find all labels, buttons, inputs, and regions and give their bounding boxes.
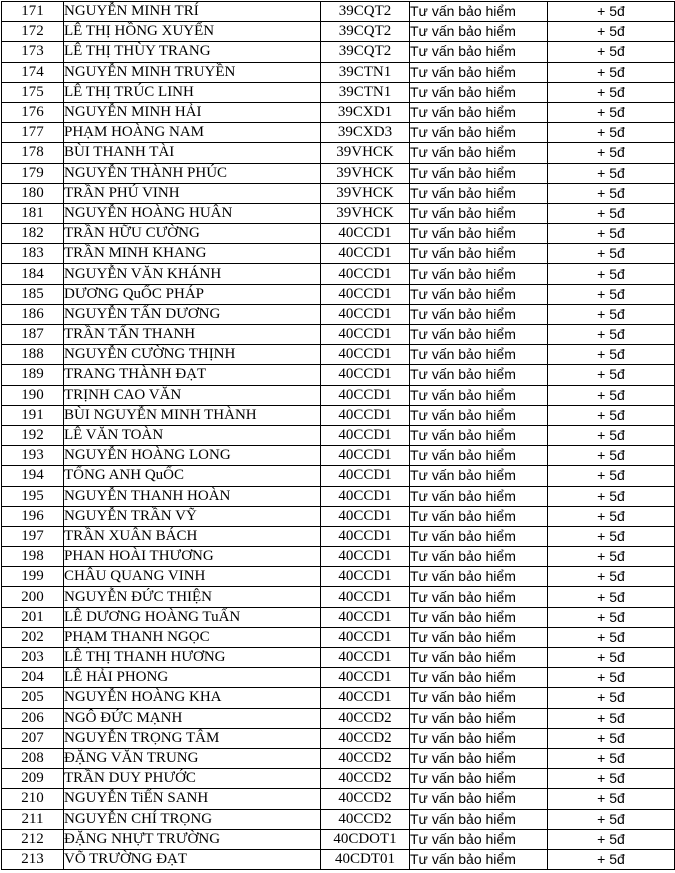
class-code: 39VHCK [321, 203, 410, 223]
student-name: TRẦN DUY PHƯỚC [64, 769, 321, 789]
table-row [2, 123, 675, 143]
points: + 5đ [548, 304, 675, 324]
activity: Tư vấn bảo hiểm [410, 405, 548, 425]
activity: Tư vấn bảo hiểm [410, 345, 548, 365]
class-code: 40CCD1 [321, 526, 410, 546]
points: + 5đ [548, 425, 675, 445]
table-row [2, 183, 675, 203]
student-name: ĐẶNG NHỰT TRƯỜNG [64, 829, 321, 849]
points: + 5đ [548, 789, 675, 809]
activity: Tư vấn bảo hiểm [410, 748, 548, 768]
points: + 5đ [548, 587, 675, 607]
student-name: NGUYỄN TiẾN SANH [64, 789, 321, 809]
activity: Tư vấn bảo hiểm [410, 668, 548, 688]
class-code: 39VHCK [321, 143, 410, 163]
class-code: 40CCD1 [321, 425, 410, 445]
table-row [2, 385, 675, 405]
row-number: 172 [2, 22, 64, 42]
student-name: PHẠM HOÀNG NAM [64, 123, 321, 143]
points: + 5đ [548, 849, 675, 869]
row-number: 193 [2, 446, 64, 466]
table-row [2, 708, 675, 728]
table-row [2, 506, 675, 526]
row-number: 191 [2, 405, 64, 425]
student-name: LÊ THỊ HỒNG XUYẾN [64, 22, 321, 42]
table-row [2, 163, 675, 183]
class-code: 40CCD1 [321, 607, 410, 627]
row-number: 171 [2, 2, 64, 22]
student-name: NGUYỄN MINH HẢI [64, 102, 321, 122]
points: + 5đ [548, 264, 675, 284]
student-name: BÙI THANH TÀI [64, 143, 321, 163]
points: + 5đ [548, 123, 675, 143]
points: + 5đ [548, 607, 675, 627]
activity: Tư vấn bảo hiểm [410, 264, 548, 284]
class-code: 40CCD2 [321, 809, 410, 829]
row-number: 177 [2, 123, 64, 143]
row-number: 195 [2, 486, 64, 506]
table-row [2, 769, 675, 789]
student-name: NGUYỄN HOÀNG LONG [64, 446, 321, 466]
table-row [2, 304, 675, 324]
row-number: 186 [2, 304, 64, 324]
student-name: TRẦN XUÂN BÁCH [64, 526, 321, 546]
table-row [2, 345, 675, 365]
class-code: 40CCD1 [321, 587, 410, 607]
activity: Tư vấn bảo hiểm [410, 304, 548, 324]
points: + 5đ [548, 668, 675, 688]
table-row [2, 2, 675, 22]
points: + 5đ [548, 486, 675, 506]
activity: Tư vấn bảo hiểm [410, 708, 548, 728]
student-name: NGUYỄN TRẦN VỸ [64, 506, 321, 526]
table-row [2, 264, 675, 284]
class-code: 40CCD1 [321, 244, 410, 264]
student-name: NGÔ ĐỨC MẠNH [64, 708, 321, 728]
points: + 5đ [548, 102, 675, 122]
student-name: TRẦN MINH KHANG [64, 244, 321, 264]
class-code: 40CCD1 [321, 345, 410, 365]
row-number: 203 [2, 648, 64, 668]
class-code: 40CCD1 [321, 284, 410, 304]
student-name: PHAN HOÀI THƯƠNG [64, 547, 321, 567]
student-name: NGUYỄN ĐỨC THIỆN [64, 587, 321, 607]
activity: Tư vấn bảo hiểm [410, 385, 548, 405]
row-number: 200 [2, 587, 64, 607]
table-row [2, 607, 675, 627]
points: + 5đ [548, 466, 675, 486]
points: + 5đ [548, 203, 675, 223]
student-name: TỐNG ANH QuỐC [64, 466, 321, 486]
student-name: TRỊNH CAO VĂN [64, 385, 321, 405]
row-number: 199 [2, 567, 64, 587]
row-number: 178 [2, 143, 64, 163]
row-number: 198 [2, 547, 64, 567]
activity: Tư vấn bảo hiểm [410, 365, 548, 385]
table-row [2, 668, 675, 688]
row-number: 213 [2, 849, 64, 869]
class-code: 40CCD1 [321, 304, 410, 324]
points: + 5đ [548, 708, 675, 728]
table-row [2, 728, 675, 748]
row-number: 190 [2, 385, 64, 405]
activity: Tư vấn bảo hiểm [410, 587, 548, 607]
class-code: 40CCD1 [321, 486, 410, 506]
points: + 5đ [548, 748, 675, 768]
student-name: LÊ THỊ TRÚC LINH [64, 82, 321, 102]
student-name: NGUYỄN CHÍ TRỌNG [64, 809, 321, 829]
table-row [2, 62, 675, 82]
activity: Tư vấn bảo hiểm [410, 244, 548, 264]
points: + 5đ [548, 385, 675, 405]
activity: Tư vấn bảo hiểm [410, 486, 548, 506]
points: + 5đ [548, 284, 675, 304]
activity: Tư vấn bảo hiểm [410, 183, 548, 203]
table-row [2, 203, 675, 223]
points: + 5đ [548, 526, 675, 546]
activity: Tư vấn bảo hiểm [410, 849, 548, 869]
activity: Tư vấn bảo hiểm [410, 62, 548, 82]
row-number: 205 [2, 688, 64, 708]
row-number: 208 [2, 748, 64, 768]
table-row [2, 627, 675, 647]
student-name: TRẦN PHÚ VINH [64, 183, 321, 203]
class-code: 39CTN1 [321, 82, 410, 102]
row-number: 212 [2, 829, 64, 849]
row-number: 192 [2, 425, 64, 445]
activity: Tư vấn bảo hiểm [410, 325, 548, 345]
class-code: 40CCD1 [321, 668, 410, 688]
row-number: 185 [2, 284, 64, 304]
row-number: 211 [2, 809, 64, 829]
table-row [2, 143, 675, 163]
activity: Tư vấn bảo hiểm [410, 284, 548, 304]
table-row [2, 829, 675, 849]
student-name: NGUYỄN TẤN DƯƠNG [64, 304, 321, 324]
student-name: NGUYỄN THÀNH PHÚC [64, 163, 321, 183]
table-row [2, 284, 675, 304]
row-number: 182 [2, 224, 64, 244]
row-number: 207 [2, 728, 64, 748]
class-code: 40CCD1 [321, 466, 410, 486]
class-code: 39CTN1 [321, 62, 410, 82]
activity: Tư vấn bảo hiểm [410, 425, 548, 445]
points: + 5đ [548, 82, 675, 102]
student-name: NGUYỄN HOÀNG KHA [64, 688, 321, 708]
row-number: 180 [2, 183, 64, 203]
points: + 5đ [548, 829, 675, 849]
class-code: 40CCD2 [321, 769, 410, 789]
points: + 5đ [548, 627, 675, 647]
student-name: TRANG THÀNH ĐẠT [64, 365, 321, 385]
student-name: NGUYỄN TRỌNG TÂM [64, 728, 321, 748]
points: + 5đ [548, 224, 675, 244]
activity: Tư vấn bảo hiểm [410, 769, 548, 789]
points: + 5đ [548, 143, 675, 163]
activity: Tư vấn bảo hiểm [410, 809, 548, 829]
activity: Tư vấn bảo hiểm [410, 42, 548, 62]
class-code: 40CDT01 [321, 849, 410, 869]
activity: Tư vấn bảo hiểm [410, 547, 548, 567]
student-name: LÊ THỊ THÙY TRANG [64, 42, 321, 62]
class-code: 40CCD1 [321, 325, 410, 345]
student-points-table [1, 1, 675, 870]
row-number: 176 [2, 102, 64, 122]
table-row [2, 526, 675, 546]
points: + 5đ [548, 62, 675, 82]
points: + 5đ [548, 405, 675, 425]
class-code: 40CCD2 [321, 708, 410, 728]
activity: Tư vấn bảo hiểm [410, 829, 548, 849]
student-name: LÊ VĂN TOÀN [64, 425, 321, 445]
row-number: 194 [2, 466, 64, 486]
activity: Tư vấn bảo hiểm [410, 789, 548, 809]
table-row [2, 82, 675, 102]
points: + 5đ [548, 446, 675, 466]
row-number: 209 [2, 769, 64, 789]
class-code: 40CCD1 [321, 627, 410, 647]
activity: Tư vấn bảo hiểm [410, 163, 548, 183]
class-code: 39CQT2 [321, 22, 410, 42]
activity: Tư vấn bảo hiểm [410, 203, 548, 223]
table-row [2, 567, 675, 587]
table-row [2, 244, 675, 264]
activity: Tư vấn bảo hiểm [410, 728, 548, 748]
student-name: NGUYỄN MINH TRUYỀN [64, 62, 321, 82]
row-number: 173 [2, 42, 64, 62]
class-code: 40CCD1 [321, 688, 410, 708]
row-number: 189 [2, 365, 64, 385]
row-number: 184 [2, 264, 64, 284]
class-code: 39VHCK [321, 163, 410, 183]
points: + 5đ [548, 42, 675, 62]
row-number: 202 [2, 627, 64, 647]
table-row [2, 446, 675, 466]
class-code: 40CCD2 [321, 748, 410, 768]
activity: Tư vấn bảo hiểm [410, 446, 548, 466]
row-number: 179 [2, 163, 64, 183]
row-number: 197 [2, 526, 64, 546]
row-number: 183 [2, 244, 64, 264]
row-number: 181 [2, 203, 64, 223]
points: + 5đ [548, 728, 675, 748]
student-name: NGUYỄN HOÀNG HUÂN [64, 203, 321, 223]
student-name: NGUYỄN THANH HOÀN [64, 486, 321, 506]
table-row [2, 22, 675, 42]
table-row [2, 102, 675, 122]
student-name: VÕ TRƯỜNG ĐẠT [64, 849, 321, 869]
student-name: BÙI NGUYỄN MINH THÀNH [64, 405, 321, 425]
table-row [2, 486, 675, 506]
row-number: 174 [2, 62, 64, 82]
activity: Tư vấn bảo hiểm [410, 607, 548, 627]
student-name: NGUYỄN VĂN KHÁNH [64, 264, 321, 284]
table-row [2, 42, 675, 62]
table-row [2, 405, 675, 425]
class-code: 39VHCK [321, 183, 410, 203]
activity: Tư vấn bảo hiểm [410, 224, 548, 244]
class-code: 40CCD2 [321, 789, 410, 809]
points: + 5đ [548, 163, 675, 183]
student-name: LÊ THỊ THANH HƯƠNG [64, 648, 321, 668]
row-number: 206 [2, 708, 64, 728]
table-row [2, 547, 675, 567]
points: + 5đ [548, 365, 675, 385]
student-name: PHẠM THANH NGỌC [64, 627, 321, 647]
activity: Tư vấn bảo hiểm [410, 466, 548, 486]
row-number: 175 [2, 82, 64, 102]
student-name: ĐẶNG VĂN TRUNG [64, 748, 321, 768]
class-code: 40CCD1 [321, 567, 410, 587]
class-code: 40CCD1 [321, 224, 410, 244]
points: + 5đ [548, 769, 675, 789]
points: + 5đ [548, 567, 675, 587]
activity: Tư vấn bảo hiểm [410, 648, 548, 668]
class-code: 40CCD1 [321, 385, 410, 405]
table-row [2, 466, 675, 486]
class-code: 40CCD1 [321, 405, 410, 425]
activity: Tư vấn bảo hiểm [410, 82, 548, 102]
activity: Tư vấn bảo hiểm [410, 143, 548, 163]
activity: Tư vấn bảo hiểm [410, 2, 548, 22]
table-row [2, 688, 675, 708]
activity: Tư vấn bảo hiểm [410, 688, 548, 708]
class-code: 40CCD1 [321, 506, 410, 526]
points: + 5đ [548, 325, 675, 345]
table-row [2, 425, 675, 445]
row-number: 188 [2, 345, 64, 365]
table-row [2, 587, 675, 607]
student-name: NGUYỄN MINH TRÍ [64, 2, 321, 22]
class-code: 39CXD3 [321, 123, 410, 143]
points: + 5đ [548, 22, 675, 42]
activity: Tư vấn bảo hiểm [410, 506, 548, 526]
row-number: 187 [2, 325, 64, 345]
class-code: 40CCD2 [321, 728, 410, 748]
row-number: 210 [2, 789, 64, 809]
class-code: 40CCD1 [321, 648, 410, 668]
activity: Tư vấn bảo hiểm [410, 22, 548, 42]
points: + 5đ [548, 688, 675, 708]
table-row [2, 365, 675, 385]
student-name: DƯƠNG QuỐC PHÁP [64, 284, 321, 304]
table-row [2, 748, 675, 768]
row-number: 201 [2, 607, 64, 627]
class-code: 39CQT2 [321, 2, 410, 22]
activity: Tư vấn bảo hiểm [410, 102, 548, 122]
class-code: 39CQT2 [321, 42, 410, 62]
table-row [2, 325, 675, 345]
activity: Tư vấn bảo hiểm [410, 567, 548, 587]
points: + 5đ [548, 345, 675, 365]
points: + 5đ [548, 648, 675, 668]
points: + 5đ [548, 506, 675, 526]
student-name: TRẦN TẤN THANH [64, 325, 321, 345]
table-row [2, 849, 675, 869]
activity: Tư vấn bảo hiểm [410, 627, 548, 647]
table-row [2, 789, 675, 809]
table-body [2, 2, 675, 870]
row-number: 204 [2, 668, 64, 688]
points: + 5đ [548, 244, 675, 264]
class-code: 39CXD1 [321, 102, 410, 122]
student-name: LÊ DƯƠNG HOÀNG TuẤN [64, 607, 321, 627]
student-name: NGUYỄN CƯỜNG THỊNH [64, 345, 321, 365]
activity: Tư vấn bảo hiểm [410, 123, 548, 143]
class-code: 40CCD1 [321, 264, 410, 284]
points: + 5đ [548, 547, 675, 567]
class-code: 40CCD1 [321, 547, 410, 567]
student-name: TRẦN HỮU CƯỜNG [64, 224, 321, 244]
table-row [2, 224, 675, 244]
table-row [2, 648, 675, 668]
points: + 5đ [548, 183, 675, 203]
class-code: 40CCD1 [321, 446, 410, 466]
class-code: 40CCD1 [321, 365, 410, 385]
activity: Tư vấn bảo hiểm [410, 526, 548, 546]
class-code: 40CDOT1 [321, 829, 410, 849]
points: + 5đ [548, 2, 675, 22]
table-row [2, 809, 675, 829]
student-name: CHÂU QUANG VINH [64, 567, 321, 587]
student-name: LÊ HẢI PHONG [64, 668, 321, 688]
row-number: 196 [2, 506, 64, 526]
points: + 5đ [548, 809, 675, 829]
